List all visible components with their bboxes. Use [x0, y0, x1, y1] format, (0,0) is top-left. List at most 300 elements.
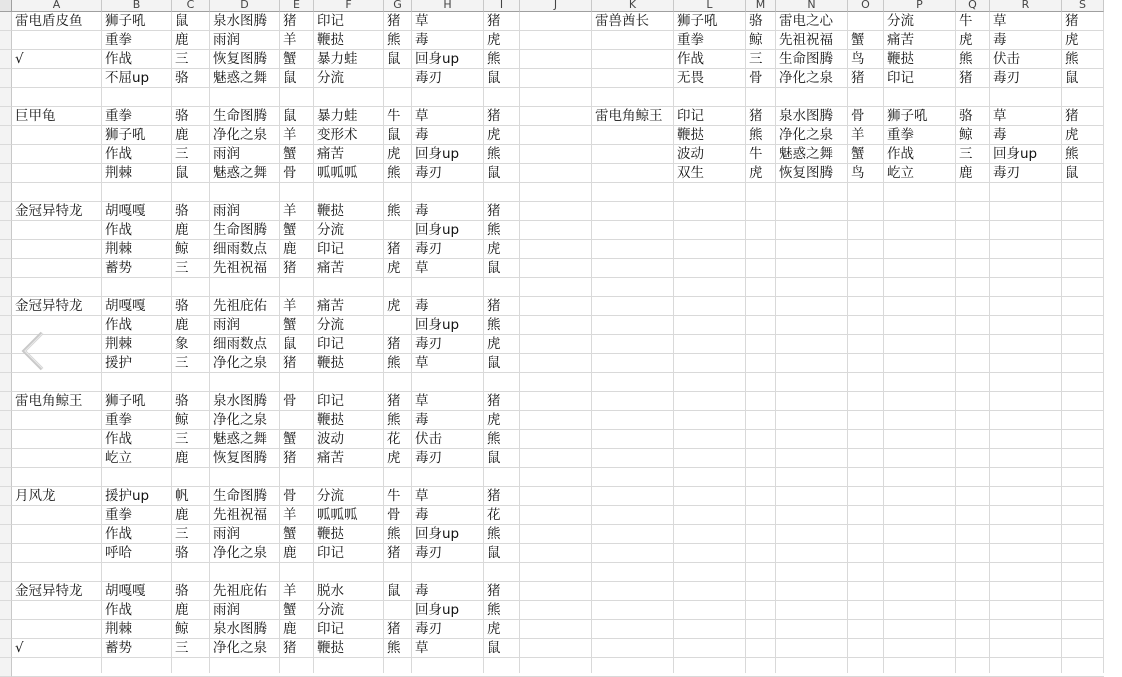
cell-b4[interactable]: 不屈up	[105, 70, 150, 86]
row-header[interactable]	[0, 392, 12, 411]
cell-b32[interactable]: 作战	[105, 602, 132, 618]
cell-p2[interactable]: 痛苦	[887, 32, 914, 48]
cell-p6[interactable]: 狮子吼	[887, 108, 928, 124]
cell-n7[interactable]: 净化之泉	[779, 127, 833, 143]
cell-r2[interactable]: 毒	[993, 32, 1007, 48]
cell-b1[interactable]: 狮子吼	[105, 13, 146, 29]
cell-a26[interactable]: 月风龙	[15, 488, 56, 504]
cell-c23[interactable]: 三	[175, 431, 189, 447]
cell-p7[interactable]: 重拳	[887, 127, 914, 143]
cell-o2[interactable]: 蟹	[851, 32, 865, 48]
cell-h31[interactable]: 毒	[415, 583, 429, 599]
cell-a21[interactable]: 雷电角鲸王	[15, 393, 83, 409]
cell-g31[interactable]: 鼠	[387, 583, 401, 599]
cell-s4[interactable]: 鼠	[1065, 70, 1079, 86]
cell-g18[interactable]: 猪	[387, 336, 401, 352]
cell-m9[interactable]: 虎	[749, 165, 763, 181]
column-header-e[interactable]: E	[280, 0, 314, 12]
cell-i14[interactable]: 鼠	[487, 260, 501, 276]
cell-g14[interactable]: 虎	[387, 260, 401, 276]
cell-h28[interactable]: 回身up	[415, 526, 460, 542]
cell-n3[interactable]: 生命图腾	[779, 51, 833, 67]
column-header-i[interactable]: I	[484, 0, 520, 12]
row-header[interactable]	[0, 544, 12, 563]
cell-e17[interactable]: 蟹	[283, 317, 297, 333]
cell-d16[interactable]: 先祖庇佑	[213, 298, 267, 314]
cell-b31[interactable]: 胡嘎嘎	[105, 583, 146, 599]
cell-i28[interactable]: 熊	[487, 526, 501, 542]
cell-c19[interactable]: 三	[175, 355, 189, 371]
cell-o4[interactable]: 猪	[851, 70, 865, 86]
cell-h3[interactable]: 回身up	[415, 51, 460, 67]
row-header[interactable]	[0, 69, 12, 88]
row-header[interactable]	[0, 582, 12, 601]
cell-b33[interactable]: 荆棘	[105, 621, 132, 637]
cell-o7[interactable]: 羊	[851, 127, 865, 143]
cell-e31[interactable]: 羊	[283, 583, 297, 599]
cell-h22[interactable]: 毒	[415, 412, 429, 428]
cell-m3[interactable]: 三	[749, 51, 763, 67]
cell-l1[interactable]: 狮子吼	[677, 13, 718, 29]
cell-g3[interactable]: 鼠	[387, 51, 401, 67]
cell-h11[interactable]: 毒	[415, 203, 429, 219]
cell-l6[interactable]: 印记	[677, 108, 704, 124]
cell-d17[interactable]: 雨润	[213, 317, 240, 333]
cell-d8[interactable]: 雨润	[213, 146, 240, 162]
cell-b28[interactable]: 作战	[105, 526, 132, 542]
row-header[interactable]	[0, 601, 12, 620]
cell-s3[interactable]: 熊	[1065, 51, 1079, 67]
cell-a34[interactable]: √	[15, 640, 24, 656]
column-header-k[interactable]: K	[592, 0, 674, 12]
cell-f26[interactable]: 分流	[317, 488, 344, 504]
cell-c26[interactable]: 帆	[175, 488, 189, 504]
cell-g2[interactable]: 熊	[387, 32, 401, 48]
cell-f17[interactable]: 分流	[317, 317, 344, 333]
cell-h18[interactable]: 毒刃	[415, 336, 442, 352]
cell-e24[interactable]: 猪	[283, 450, 297, 466]
select-all-corner[interactable]	[0, 0, 12, 12]
row-header[interactable]	[0, 107, 12, 126]
row-header[interactable]	[0, 202, 12, 221]
cell-m6[interactable]: 猪	[749, 108, 763, 124]
cell-h8[interactable]: 回身up	[415, 146, 460, 162]
row-header[interactable]	[0, 297, 12, 316]
row-header[interactable]	[0, 658, 12, 677]
cell-f29[interactable]: 印记	[317, 545, 344, 561]
cell-c27[interactable]: 鹿	[175, 507, 189, 523]
cell-h14[interactable]: 草	[415, 260, 429, 276]
cell-n8[interactable]: 魅惑之舞	[779, 146, 833, 162]
cell-e21[interactable]: 骨	[283, 393, 297, 409]
cell-f14[interactable]: 痛苦	[317, 260, 344, 276]
cell-f4[interactable]: 分流	[317, 70, 344, 86]
cell-g29[interactable]: 猪	[387, 545, 401, 561]
cell-c8[interactable]: 三	[175, 146, 189, 162]
cell-g26[interactable]: 牛	[387, 488, 401, 504]
cell-h32[interactable]: 回身up	[415, 602, 460, 618]
cell-b3[interactable]: 作战	[105, 51, 132, 67]
cell-g13[interactable]: 猪	[387, 241, 401, 257]
row-header[interactable]	[0, 221, 12, 240]
cell-f18[interactable]: 印记	[317, 336, 344, 352]
cell-e13[interactable]: 鹿	[283, 241, 297, 257]
cell-d32[interactable]: 雨润	[213, 602, 240, 618]
cell-b23[interactable]: 作战	[105, 431, 132, 447]
cell-s6[interactable]: 猪	[1065, 108, 1079, 124]
cell-f21[interactable]: 印记	[317, 393, 344, 409]
cell-c28[interactable]: 三	[175, 526, 189, 542]
cell-b7[interactable]: 狮子吼	[105, 127, 146, 143]
cell-e4[interactable]: 鼠	[283, 70, 297, 86]
cell-d28[interactable]: 雨润	[213, 526, 240, 542]
cell-e18[interactable]: 鼠	[283, 336, 297, 352]
cell-g34[interactable]: 熊	[387, 640, 401, 656]
cell-e1[interactable]: 猪	[283, 13, 297, 29]
cell-b17[interactable]: 作战	[105, 317, 132, 333]
cell-i34[interactable]: 鼠	[487, 640, 501, 656]
previous-page-button[interactable]	[18, 330, 48, 372]
cell-i13[interactable]: 虎	[487, 241, 501, 257]
cell-s8[interactable]: 熊	[1065, 146, 1079, 162]
cell-e32[interactable]: 蟹	[283, 602, 297, 618]
row-header[interactable]	[0, 164, 12, 183]
cell-d3[interactable]: 恢复图腾	[213, 51, 267, 67]
cell-f9[interactable]: 呱呱呱	[317, 165, 358, 181]
row-header[interactable]	[0, 278, 12, 297]
row-header[interactable]	[0, 430, 12, 449]
column-header-s[interactable]: S	[1062, 0, 1104, 12]
cell-m8[interactable]: 牛	[749, 146, 763, 162]
cell-f22[interactable]: 鞭挞	[317, 412, 344, 428]
cell-c34[interactable]: 三	[175, 640, 189, 656]
cell-s2[interactable]: 虎	[1065, 32, 1079, 48]
cell-f8[interactable]: 痛苦	[317, 146, 344, 162]
cell-l4[interactable]: 无畏	[677, 70, 704, 86]
cell-i8[interactable]: 熊	[487, 146, 501, 162]
cell-p4[interactable]: 印记	[887, 70, 914, 86]
row-header[interactable]	[0, 468, 12, 487]
cell-e26[interactable]: 骨	[283, 488, 297, 504]
cell-h4[interactable]: 毒刃	[415, 70, 442, 86]
cell-e33[interactable]: 鹿	[283, 621, 297, 637]
row-header[interactable]	[0, 240, 12, 259]
cell-r7[interactable]: 毒	[993, 127, 1007, 143]
cell-d9[interactable]: 魅惑之舞	[213, 165, 267, 181]
cell-a16[interactable]: 金冠异特龙	[15, 298, 83, 314]
cell-h21[interactable]: 草	[415, 393, 429, 409]
cell-d21[interactable]: 泉水图腾	[213, 393, 267, 409]
cell-r8[interactable]: 回身up	[993, 146, 1038, 162]
cell-c14[interactable]: 三	[175, 260, 189, 276]
cell-l2[interactable]: 重拳	[677, 32, 704, 48]
cell-c7[interactable]: 鹿	[175, 127, 189, 143]
cell-r1[interactable]: 草	[993, 13, 1007, 29]
cell-d31[interactable]: 先祖庇佑	[213, 583, 267, 599]
cell-i32[interactable]: 熊	[487, 602, 501, 618]
row-header[interactable]	[0, 563, 12, 582]
cell-i6[interactable]: 猪	[487, 108, 501, 124]
cell-e23[interactable]: 蟹	[283, 431, 297, 447]
row-header[interactable]	[0, 50, 12, 69]
cell-h19[interactable]: 草	[415, 355, 429, 371]
row-header[interactable]	[0, 373, 12, 392]
cell-l9[interactable]: 双生	[677, 165, 704, 181]
cell-d22[interactable]: 净化之泉	[213, 412, 267, 428]
cell-d26[interactable]: 生命图腾	[213, 488, 267, 504]
cell-c3[interactable]: 三	[175, 51, 189, 67]
row-header[interactable]	[0, 183, 12, 202]
cell-b24[interactable]: 屹立	[105, 450, 132, 466]
cell-b22[interactable]: 重拳	[105, 412, 132, 428]
cell-g21[interactable]: 猪	[387, 393, 401, 409]
cell-a1[interactable]: 雷电盾皮鱼	[15, 13, 83, 29]
column-header-h[interactable]: H	[412, 0, 484, 12]
cell-i4[interactable]: 鼠	[487, 70, 501, 86]
cell-e7[interactable]: 羊	[283, 127, 297, 143]
cell-c21[interactable]: 骆	[175, 393, 189, 409]
cell-d4[interactable]: 魅惑之舞	[213, 70, 267, 86]
cell-f33[interactable]: 印记	[317, 621, 344, 637]
cell-r9[interactable]: 毒刃	[993, 165, 1020, 181]
cell-d7[interactable]: 净化之泉	[213, 127, 267, 143]
column-header-a[interactable]: A	[12, 0, 102, 12]
cell-p3[interactable]: 鞭挞	[887, 51, 914, 67]
cell-q7[interactable]: 鲸	[959, 127, 973, 143]
cell-f28[interactable]: 鞭挞	[317, 526, 344, 542]
cell-c17[interactable]: 鹿	[175, 317, 189, 333]
cell-d23[interactable]: 魅惑之舞	[213, 431, 267, 447]
cell-f3[interactable]: 暴力蛙	[317, 51, 358, 67]
cell-g8[interactable]: 虎	[387, 146, 401, 162]
cell-i16[interactable]: 猪	[487, 298, 501, 314]
cell-q3[interactable]: 熊	[959, 51, 973, 67]
cell-d18[interactable]: 细雨数点	[213, 336, 267, 352]
cell-m7[interactable]: 熊	[749, 127, 763, 143]
column-header-d[interactable]: D	[210, 0, 280, 12]
cell-f31[interactable]: 脱水	[317, 583, 344, 599]
cell-r3[interactable]: 伏击	[993, 51, 1020, 67]
cell-i31[interactable]: 猪	[487, 583, 501, 599]
cell-i24[interactable]: 鼠	[487, 450, 501, 466]
cell-a11[interactable]: 金冠异特龙	[15, 203, 83, 219]
cell-g1[interactable]: 猪	[387, 13, 401, 29]
cell-b27[interactable]: 重拳	[105, 507, 132, 523]
column-header-n[interactable]: N	[776, 0, 848, 12]
column-header-l[interactable]: L	[674, 0, 746, 12]
cell-d12[interactable]: 生命图腾	[213, 222, 267, 238]
cell-e12[interactable]: 蟹	[283, 222, 297, 238]
cell-o3[interactable]: 鸟	[851, 51, 865, 67]
cell-f16[interactable]: 痛苦	[317, 298, 344, 314]
cell-f6[interactable]: 暴力蛙	[317, 108, 358, 124]
cell-c4[interactable]: 骆	[175, 70, 189, 86]
cell-h26[interactable]: 草	[415, 488, 429, 504]
column-header-p[interactable]: P	[884, 0, 956, 12]
cell-h7[interactable]: 毒	[415, 127, 429, 143]
cell-h1[interactable]: 草	[415, 13, 429, 29]
column-header-j[interactable]: J	[520, 0, 592, 12]
cell-c18[interactable]: 象	[175, 336, 189, 352]
row-header[interactable]	[0, 88, 12, 107]
column-header-b[interactable]: B	[102, 0, 172, 12]
cell-h24[interactable]: 毒刃	[415, 450, 442, 466]
cell-m4[interactable]: 骨	[749, 70, 763, 86]
row-header[interactable]	[0, 354, 12, 373]
cell-c22[interactable]: 鲸	[175, 412, 189, 428]
cell-l7[interactable]: 鞭挞	[677, 127, 704, 143]
cell-o6[interactable]: 骨	[851, 108, 865, 124]
column-header-q[interactable]: Q	[956, 0, 990, 12]
cell-h12[interactable]: 回身up	[415, 222, 460, 238]
cell-i22[interactable]: 虎	[487, 412, 501, 428]
cell-h9[interactable]: 毒刃	[415, 165, 442, 181]
row-header[interactable]	[0, 639, 12, 658]
cell-b9[interactable]: 荆棘	[105, 165, 132, 181]
cell-e29[interactable]: 鹿	[283, 545, 297, 561]
cell-h2[interactable]: 毒	[415, 32, 429, 48]
cell-q8[interactable]: 三	[959, 146, 973, 162]
cell-i3[interactable]: 熊	[487, 51, 501, 67]
cell-e6[interactable]: 鼠	[283, 108, 297, 124]
cell-i2[interactable]: 虎	[487, 32, 501, 48]
cell-c31[interactable]: 骆	[175, 583, 189, 599]
cell-d13[interactable]: 细雨数点	[213, 241, 267, 257]
cell-q9[interactable]: 鹿	[959, 165, 973, 181]
row-header[interactable]	[0, 335, 12, 354]
cell-h16[interactable]: 毒	[415, 298, 429, 314]
cell-i26[interactable]: 猪	[487, 488, 501, 504]
cell-b34[interactable]: 蓄势	[105, 640, 132, 656]
cell-c2[interactable]: 鹿	[175, 32, 189, 48]
row-header[interactable]	[0, 145, 12, 164]
cell-m2[interactable]: 鲸	[749, 32, 763, 48]
cell-a31[interactable]: 金冠异特龙	[15, 583, 83, 599]
cell-n1[interactable]: 雷电之心	[779, 13, 833, 29]
cell-o9[interactable]: 鸟	[851, 165, 865, 181]
cell-r6[interactable]: 草	[993, 108, 1007, 124]
cell-l8[interactable]: 波动	[677, 146, 704, 162]
cell-b14[interactable]: 蓄势	[105, 260, 132, 276]
cell-n9[interactable]: 恢复图腾	[779, 165, 833, 181]
cell-g28[interactable]: 熊	[387, 526, 401, 542]
cell-k6[interactable]: 雷电角鲸王	[595, 108, 663, 124]
cell-d2[interactable]: 雨润	[213, 32, 240, 48]
cell-l3[interactable]: 作战	[677, 51, 704, 67]
cell-e3[interactable]: 蟹	[283, 51, 297, 67]
cell-i21[interactable]: 猪	[487, 393, 501, 409]
cell-c16[interactable]: 骆	[175, 298, 189, 314]
cell-d24[interactable]: 恢复图腾	[213, 450, 267, 466]
cell-d11[interactable]: 雨润	[213, 203, 240, 219]
column-header-f[interactable]: F	[314, 0, 384, 12]
column-header-c[interactable]: C	[172, 0, 210, 12]
row-header[interactable]	[0, 31, 12, 50]
cell-c11[interactable]: 骆	[175, 203, 189, 219]
cell-f7[interactable]: 变形术	[317, 127, 358, 143]
cell-b29[interactable]: 呼哈	[105, 545, 132, 561]
cell-b19[interactable]: 援护	[105, 355, 132, 371]
cell-d33[interactable]: 泉水图腾	[213, 621, 267, 637]
cell-c9[interactable]: 鼠	[175, 165, 189, 181]
cell-n6[interactable]: 泉水图腾	[779, 108, 833, 124]
cell-i7[interactable]: 虎	[487, 127, 501, 143]
cell-c6[interactable]: 骆	[175, 108, 189, 124]
cell-i9[interactable]: 鼠	[487, 165, 501, 181]
cell-b8[interactable]: 作战	[105, 146, 132, 162]
row-header[interactable]	[0, 525, 12, 544]
row-header[interactable]	[0, 620, 12, 639]
row-header[interactable]	[0, 449, 12, 468]
cell-f2[interactable]: 鞭挞	[317, 32, 344, 48]
cell-i18[interactable]: 虎	[487, 336, 501, 352]
column-header-o[interactable]: O	[848, 0, 884, 12]
row-header[interactable]	[0, 487, 12, 506]
cell-b16[interactable]: 胡嘎嘎	[105, 298, 146, 314]
cell-m1[interactable]: 骆	[749, 13, 763, 29]
cell-d6[interactable]: 生命图腾	[213, 108, 267, 124]
cell-b12[interactable]: 作战	[105, 222, 132, 238]
cell-b21[interactable]: 狮子吼	[105, 393, 146, 409]
cell-g33[interactable]: 猪	[387, 621, 401, 637]
cell-f32[interactable]: 分流	[317, 602, 344, 618]
cell-e19[interactable]: 猪	[283, 355, 297, 371]
cell-i12[interactable]: 熊	[487, 222, 501, 238]
cell-a3[interactable]: √	[15, 51, 24, 67]
cell-s9[interactable]: 鼠	[1065, 165, 1079, 181]
cell-g7[interactable]: 鼠	[387, 127, 401, 143]
cell-f12[interactable]: 分流	[317, 222, 344, 238]
cell-g19[interactable]: 熊	[387, 355, 401, 371]
cell-h29[interactable]: 毒刃	[415, 545, 442, 561]
cell-i27[interactable]: 花	[487, 507, 501, 523]
row-header[interactable]	[0, 316, 12, 335]
cell-b6[interactable]: 重拳	[105, 108, 132, 124]
row-header[interactable]	[0, 506, 12, 525]
column-header-m[interactable]: M	[746, 0, 776, 12]
column-header-g[interactable]: G	[384, 0, 412, 12]
cell-g6[interactable]: 牛	[387, 108, 401, 124]
cell-g23[interactable]: 花	[387, 431, 401, 447]
cell-q6[interactable]: 骆	[959, 108, 973, 124]
cell-f27[interactable]: 呱呱呱	[317, 507, 358, 523]
cell-d29[interactable]: 净化之泉	[213, 545, 267, 561]
cell-q1[interactable]: 牛	[959, 13, 973, 29]
cell-o8[interactable]: 蟹	[851, 146, 865, 162]
cell-c33[interactable]: 鲸	[175, 621, 189, 637]
cell-h33[interactable]: 毒刃	[415, 621, 442, 637]
cell-i29[interactable]: 鼠	[487, 545, 501, 561]
cell-i11[interactable]: 猪	[487, 203, 501, 219]
cell-g9[interactable]: 熊	[387, 165, 401, 181]
cell-g22[interactable]: 熊	[387, 412, 401, 428]
cell-i19[interactable]: 鼠	[487, 355, 501, 371]
row-header[interactable]	[0, 12, 12, 31]
cell-d27[interactable]: 先祖祝福	[213, 507, 267, 523]
cell-n2[interactable]: 先祖祝福	[779, 32, 833, 48]
cell-h6[interactable]: 草	[415, 108, 429, 124]
cell-q2[interactable]: 虎	[959, 32, 973, 48]
cell-a6[interactable]: 巨甲龟	[15, 108, 56, 124]
cell-p1[interactable]: 分流	[887, 13, 914, 29]
cell-f1[interactable]: 印记	[317, 13, 344, 29]
cell-g27[interactable]: 骨	[387, 507, 401, 523]
cell-e16[interactable]: 羊	[283, 298, 297, 314]
cell-b13[interactable]: 荆棘	[105, 241, 132, 257]
cell-e11[interactable]: 羊	[283, 203, 297, 219]
cell-f23[interactable]: 波动	[317, 431, 344, 447]
cell-q4[interactable]: 猪	[959, 70, 973, 86]
